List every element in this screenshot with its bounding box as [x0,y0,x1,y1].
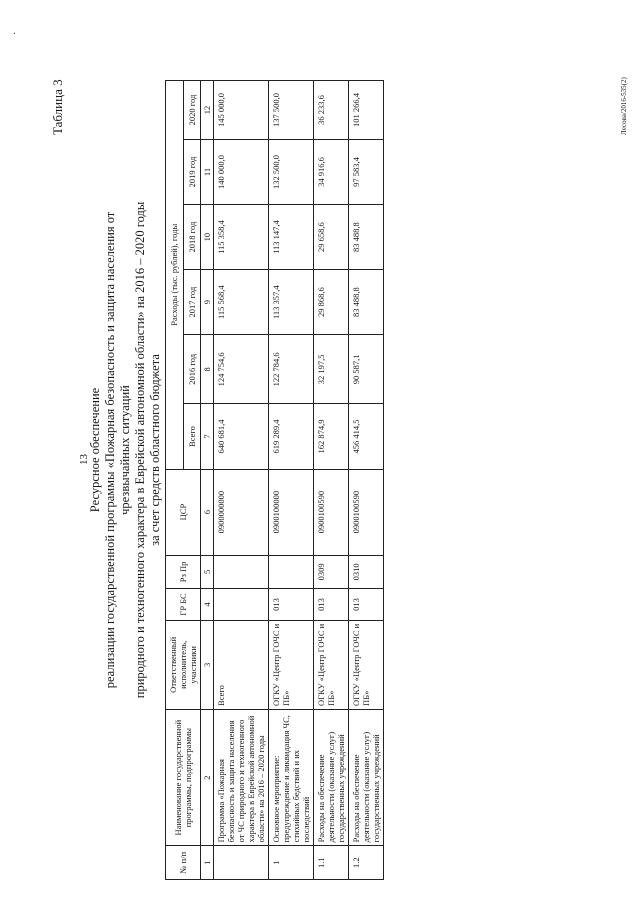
column-numbers-row [201,81,214,880]
row-2018: 29 658,6 [314,205,349,270]
table-label: Таблица 3 [50,79,65,135]
row-2018: 83 488,8 [349,205,384,270]
row-total: 162 874,9 [314,404,349,469]
row-2020: 101 266,4 [349,81,384,140]
row-2016: 122 784,6 [269,335,314,404]
row-name: Основное мероприятие: предупреждение и ликвидация ЧС, стихийных бедствий и их последствий [269,709,314,845]
row-total: 640 681,4 [214,404,269,469]
header-total: Всего [183,404,201,469]
heading-line-4: за счет средств областного бюджета [148,354,162,546]
row-total: 619 289,4 [269,404,314,469]
row-2019: 132 500,0 [269,139,314,204]
row-name: Расходы на обеспечение деятельности (оказание услуг) государственных учреждений [314,709,349,845]
col-number: 7 [201,404,214,469]
header-2017: 2017 год [183,270,201,335]
row-num: 1.2 [349,846,384,880]
row-csr: 0900100000 [269,469,314,555]
row-2019: 140 000,0 [214,139,269,204]
col-number: 4 [201,589,214,620]
heading-line-2: реализации государственной программы «Пожарная безопасность и защита населения от чрезвычайных ситуаций [103,211,132,689]
row-total: 456 414,5 [349,404,384,469]
row-2016: 124 754,6 [214,335,269,404]
table-row [349,81,384,880]
col-number: 6 [201,469,214,555]
row-2019: 97 583,4 [349,139,384,204]
row-grbs [214,589,269,620]
header-2020: 2020 год [183,81,201,140]
col-number: 10 [201,205,214,270]
row-executor: Всего [214,620,269,709]
table-row [269,81,314,880]
page-number: 13 [78,454,90,465]
row-2017: 29 868,6 [314,270,349,335]
row-2020: 145 000,0 [214,81,269,140]
footer-code: Лесова/2016-535(2) [620,77,628,135]
header-executor: Ответственный исполнитель, участники [166,620,201,709]
header-csr: ЦСР [166,469,201,555]
heading-line-1: Ресурсное обеспечение [88,387,102,513]
row-2018: 115 358,4 [214,205,269,270]
col-number: 11 [201,139,214,204]
heading-line-3: природного и техногенного характера в Еврейской автономной области» на 2016 – 2020 годы [133,201,147,699]
header-rzpr: Рз Пр [166,555,201,589]
row-grbs: 013 [314,589,349,620]
row-name: Программа «Пожарная безопасность и защита населения от ЧС природного и техногенного характера в Еврейской автономной области» на 2016 – 2020 годы [214,709,269,845]
header-2018: 2018 год [183,205,201,270]
row-num: 1 [269,846,314,880]
row-rzpr: 0310 [349,555,384,589]
row-csr: 0900100590 [314,469,349,555]
header-expenses: Расходы (тыс. рублей), годы [166,81,184,470]
row-2017: 83 488,8 [349,270,384,335]
row-grbs: 013 [269,589,314,620]
row-2018: 113 147,4 [269,205,314,270]
col-number: 12 [201,81,214,140]
row-rzpr [269,555,314,589]
col-number: 5 [201,555,214,589]
row-2017: 113 357,4 [269,270,314,335]
header-name: Наименование государственной программы, подпрограммы [166,709,201,845]
row-rzpr: 0309 [314,555,349,589]
col-number: 3 [201,620,214,709]
table-row [314,81,349,880]
row-num [214,846,269,880]
row-2020: 137 500,0 [269,81,314,140]
col-number: 2 [201,709,214,845]
col-number: 9 [201,270,214,335]
document-heading [88,195,163,705]
header-2016: 2016 год [183,335,201,404]
page-mark: · [10,31,21,35]
row-grbs: 013 [349,589,384,620]
row-2016: 32 197,5 [314,335,349,404]
row-2017: 115 568,4 [214,270,269,335]
row-csr: 0900000000 [214,469,269,555]
col-number: 1 [201,846,214,880]
row-2020: 36 233,6 [314,81,349,140]
header-2019: 2019 год [183,139,201,204]
col-number: 8 [201,335,214,404]
table-row [214,81,269,880]
row-2016: 90 587,1 [349,335,384,404]
row-executor: ОГКУ «Центр ГОЧС и ПБ» [269,620,314,709]
row-num: 1.1 [314,846,349,880]
row-rzpr [214,555,269,589]
header-num: № п/п [166,846,201,880]
row-csr: 0900100590 [349,469,384,555]
row-name: Расходы на обеспечение деятельности (оказание услуг) государственных учреждений [349,709,384,845]
row-executor: ОГКУ «Центр ГОЧС и ПБ» [314,620,349,709]
header-grbs: ГР БС [166,589,201,620]
resource-table [165,80,384,880]
row-executor: ОГКУ «Центр ГОЧС и ПБ» [349,620,384,709]
row-2019: 34 916,6 [314,139,349,204]
